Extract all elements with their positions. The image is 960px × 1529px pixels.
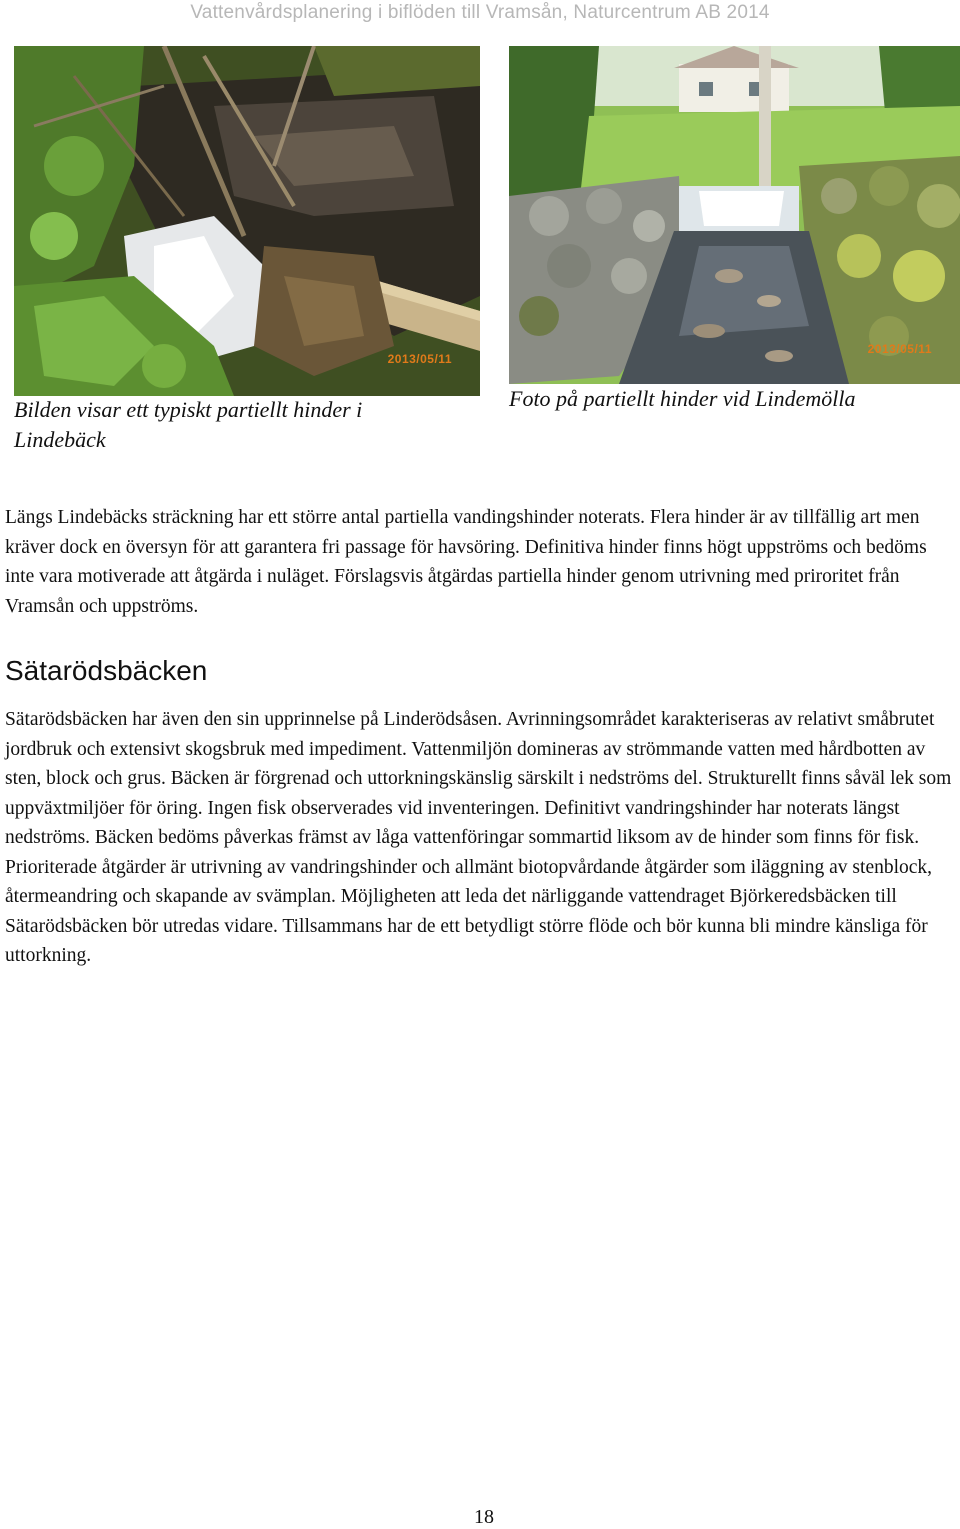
waterfall-photo-illustration bbox=[509, 46, 960, 384]
photo-stream-obstacle-lindeback bbox=[14, 46, 480, 396]
page-number: 18 bbox=[474, 1506, 494, 1528]
photo-date-stamp: 2013/05/11 bbox=[387, 352, 452, 366]
photo-caption-left: Bilden visar ett typiskt partiellt hinder i Lindebäck bbox=[14, 397, 363, 452]
photo-caption-right: Foto på partiellt hinder vid Lindemölla bbox=[509, 386, 856, 411]
section-heading: Sätarödsbäcken bbox=[5, 655, 208, 686]
running-header: Vattenvårdsplanering i biflöden till Vramsån, Naturcentrum AB 2014 bbox=[190, 2, 770, 23]
body-paragraph-satarodsbacken: Sätarödsbäcken har även den sin upprinnelse på Linderödsåsen. Avrinningsområdet karakteriseras av relativt småbrutet jordbruk och extensivt skogsbruk med impediment. Vattenmiljön domineras av strömmande vatten med hårdbotten av sten, block och grus. Bäcken är förgrenad och uttorkningskänslig särskilt i nedströms del. Strukturellt finns såväl lek som uppväxtmiljöer för öring. Ingen fisk observerades vid inventeringen. Definitivt vandringshinder har noterats längst nedströms. Bäcken bedöms påverkas främst av låga vattenföringar sommartid liksom av de hinder som finns för fisk. Prioriterade åtgärder är utrivning av vandringshinder och allmänt biotopvårdande åtgärder som iläggning av stenblock, återmeandring och skapande av svämplan. Möjligheten att leda det närliggande vattendraget Björkeredsbäcken till Sätarödsbäcken bör utredas vidare. Tillsammans har de ett betydligt större flöde och bör kunna bli mindre känsliga för uttorkning. bbox=[5, 709, 952, 966]
photo-obstacle-lindemolla bbox=[509, 46, 960, 384]
photo-date-stamp: 2013/05/11 bbox=[867, 342, 932, 356]
body-paragraph-lindeback: Längs Lindebäcks sträckning har ett större antal partiella vandingshinder noterats. Flera hinder är av tillfällig art men kräver dock en översyn för att garantera fri passage för havsöring. Definitiva hinder finns högt uppströms och bedöms inte vara motiverade att åtgärda i nuläget. Förslagsvis åtgärdas partiella hinder genom utrivning med priroritet från Vramsån och uppströms. bbox=[5, 507, 927, 617]
stream-photo-illustration bbox=[14, 46, 480, 396]
